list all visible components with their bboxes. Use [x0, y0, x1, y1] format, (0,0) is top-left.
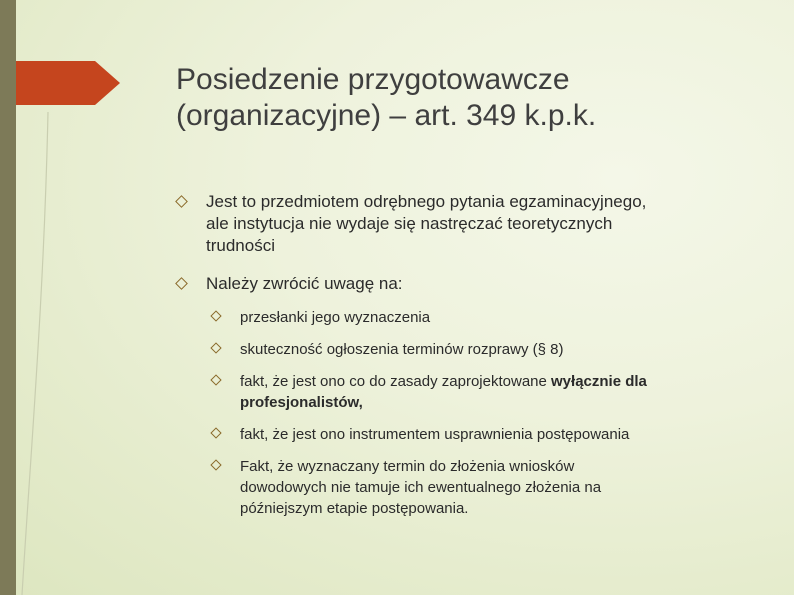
title-line-1: Posiedzenie przygotowawcze	[176, 63, 570, 96]
sub-bullet-text: przesłanki jego wyznaczenia	[240, 309, 431, 326]
sub-bullet-item	[240, 456, 601, 519]
sub-bullet-text-bold: wyłącznie dla	[551, 373, 647, 390]
bullet-item	[206, 273, 403, 295]
sub-bullet-text: Fakt, że wyznaczany termin do złożenia wniosków	[240, 458, 575, 475]
bullet-text-line: ale instytucja nie wydaje się nastręczać teoretycznych	[206, 214, 613, 233]
bullet-item	[206, 191, 646, 257]
sub-bullet-text-bold: profesjonalistów,	[240, 394, 363, 411]
sub-bullet-item	[240, 339, 563, 360]
title-line-2: (organizacyjne) – art. 349 k.p.k.	[176, 99, 597, 132]
bullet-text-line: trudności	[206, 236, 275, 255]
sub-bullet-text	[240, 371, 647, 392]
sub-bullet-text: późniejszym etapie postępowania.	[240, 500, 469, 517]
slide-title	[176, 62, 776, 134]
sub-bullet-item	[240, 371, 647, 413]
bullet-text-line: Należy zwrócić uwagę na:	[206, 274, 403, 293]
sub-bullet-text-normal: fakt, że jest ono co do zasady zaprojektowane	[240, 373, 552, 390]
sub-bullet-item	[240, 307, 430, 328]
sub-bullet-text	[240, 392, 647, 413]
sub-bullet-item	[240, 424, 629, 445]
sub-bullet-text: fakt, że jest ono instrumentem usprawnienia postępowania	[240, 426, 630, 443]
sub-bullet-text: dowodowych nie tamuje ich ewentualnego złożenia na	[240, 479, 602, 496]
sub-bullet-text: skuteczność ogłoszenia terminów rozprawy (§ 8)	[240, 341, 564, 358]
bullet-text-line: Jest to przedmiotem odrębnego pytania egzaminacyjnego,	[206, 192, 647, 211]
